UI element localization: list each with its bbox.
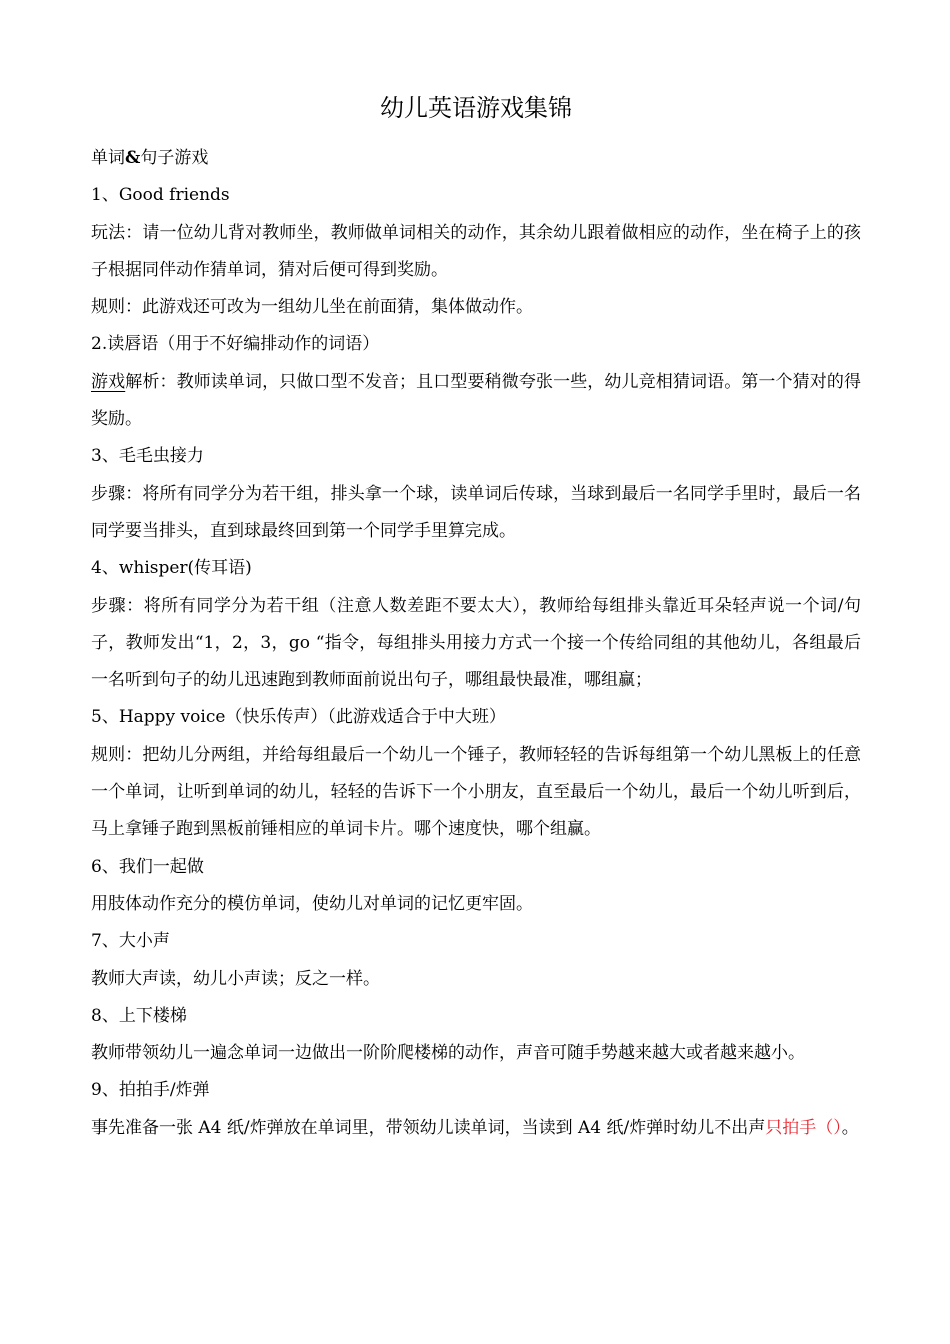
game-8-description: 教师带领幼儿一遍念单词一边做出一阶阶爬楼梯的动作，声音可随手势越来越大或者越来越小。 <box>91 1043 805 1064</box>
game-8-heading: 8、上下楼梯 <box>91 1005 187 1026</box>
game-3-heading: 3、毛毛虫接力 <box>91 446 204 467</box>
game-5-description: 规则：把幼儿分两组，并给每组最后一个幼儿一个锤子，教师轻轻的告诉每组第一个幼儿黑板上的任意一个单词，让听到单词的幼儿，轻轻的告诉下一个小朋友，直至最后一个幼儿，最后一个幼儿听到后，马上拿锤子跑到黑板前锤相应的单词卡片。哪个速度快，哪个组赢。 <box>91 744 861 840</box>
game-9-highlight: 只拍手（） <box>765 1117 842 1138</box>
game-6-heading: 6、我们一起做 <box>91 856 204 877</box>
game-2-text: 解析：教师读单词，只做口型不发音；且口型要稍微夸张一些，幼儿竞相猜词语。第一个猜对的得奖励。 <box>91 371 862 430</box>
game-4-description: 步骤：将所有同学分为若干组（注意人数差距不要太大），教师给每组排头靠近耳朵轻声说一个词/句子，教师发出“1，2，3，go “指令，每组排头用接力方式一个接一个传给同组的其他幼儿，各组最后一名听到句子的幼儿迅速跑到教师面前说出句子，哪组最快最准，哪组赢； <box>91 595 861 691</box>
section-suffix: 句子游戏 <box>140 148 209 168</box>
game-7-description: 教师大声读，幼儿小声读；反之一样。 <box>91 968 380 989</box>
game-9-end: 。 <box>841 1117 859 1138</box>
game-3-description: 步骤：将所有同学分为若干组，排头拿一个球，读单词后传球，当球到最后一名同学手里时，最后一名同学要当排头，直到球最终回到第一个同学手里算完成。 <box>91 483 861 541</box>
game-2-underlined-word: 游戏 <box>91 371 126 392</box>
game-2-heading: 2.读唇语（用于不好编排动作的词语） <box>91 334 380 355</box>
section-ampersand: & <box>125 148 141 168</box>
game-1-rule: 规则：此游戏还可改为一组幼儿坐在前面猜，集体做动作。 <box>91 297 533 318</box>
game-5-heading: 5、Happy voice（快乐传声）（此游戏适合于中大班） <box>91 707 506 728</box>
game-9-heading: 9、拍拍手/炸弹 <box>91 1080 210 1101</box>
game-4-heading: 4、whisper(传耳语) <box>91 558 252 579</box>
game-9-text: 事先准备一张 A4 纸/炸弹放在单词里，带领幼儿读单词，当读到 A4 纸/炸弹时幼儿不出声 <box>91 1117 766 1138</box>
game-6-description: 用肢体动作充分的模仿单词，使幼儿对单词的记忆更牢固。 <box>91 893 533 914</box>
game-1-heading: 1、Good friends <box>91 185 230 206</box>
document-title: 幼儿英语游戏集锦 <box>380 94 572 122</box>
section-prefix: 单词 <box>91 148 125 168</box>
game-2-description <box>91 364 861 439</box>
document-page <box>91 88 861 1147</box>
game-1-description: 玩法：请一位幼儿背对教师坐，教师做单词相关的动作，其余幼儿跟着做相应的动作，坐在椅子上的孩子根据同伴动作猜单词，猜对后便可得到奖励。 <box>91 222 861 280</box>
game-9-description <box>91 1110 861 1147</box>
section-heading <box>91 140 861 177</box>
game-7-heading: 7、大小声 <box>91 931 170 952</box>
